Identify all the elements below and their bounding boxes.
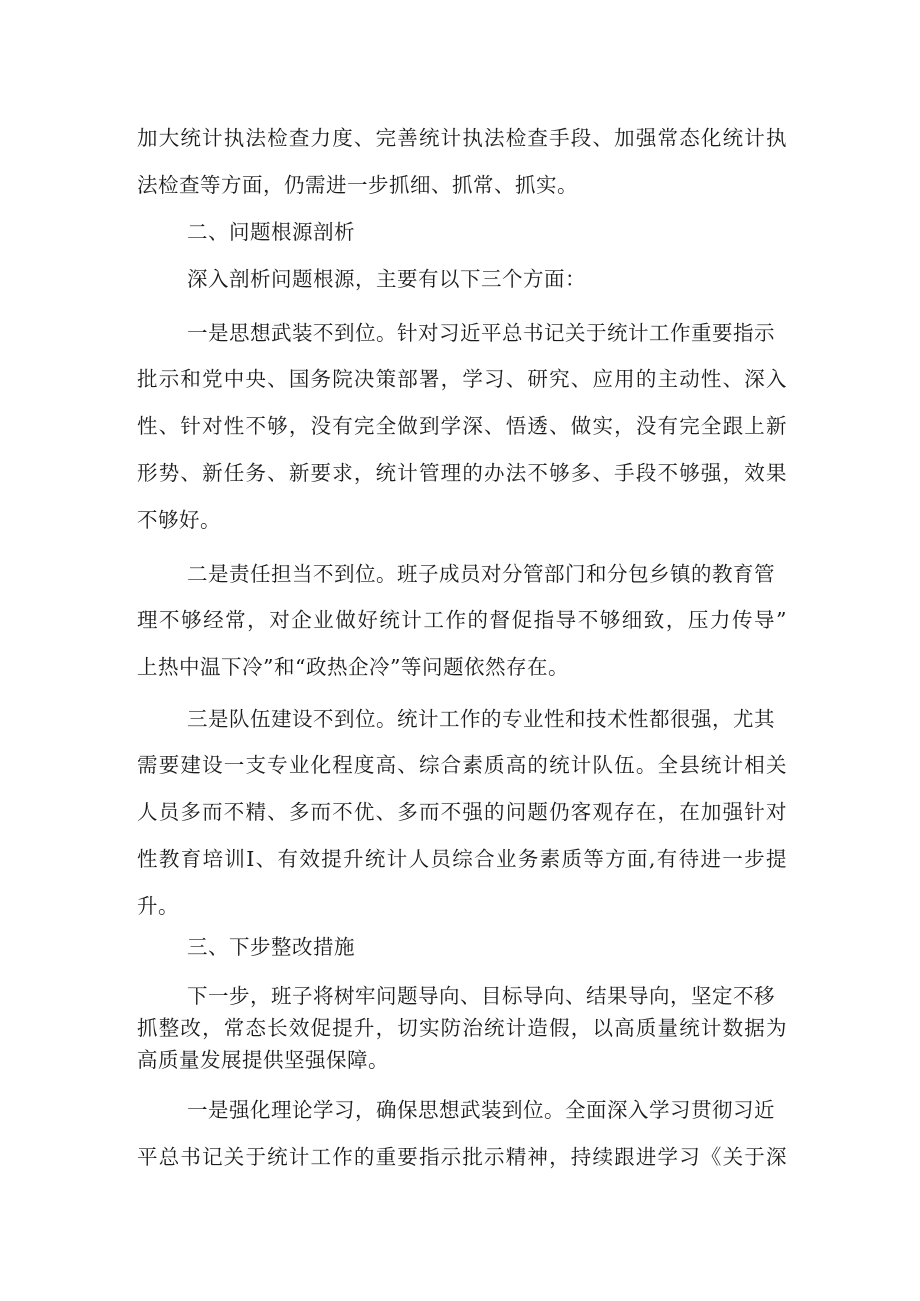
paragraph-line: 人员多而不精、多而不优、多而不强的问题仍客观存在，在加强针对 [137,800,787,824]
paragraph-line: 平总书记关于统计工作的重要指示批示精神，持续跟进学习《关于深 [137,1145,787,1169]
paragraph-line: 升。 [137,894,179,918]
paragraph-line: 上热中温下冷”和“政热企冷”等问题依然存在。 [137,655,569,679]
paragraph-line: 二是责任担当不到位。班子成员对分管部门和分包乡镇的教育管 [187,562,775,586]
section-heading: 三、下步整改措施 [187,935,355,959]
paragraph-line: 抓整改，常态长效促提升，切实防治统计造假，以高质量统计数据为 [137,1016,787,1040]
paragraph-line: 一是思想武装不到位。针对习近平总书记关于统计工作重要指示 [187,321,775,345]
paragraph-line: 理不够经常，对企业做好统计工作的督促指导不够细致，压力传导” [137,608,787,632]
paragraph-line: 一是强化理论学习，确保思想武装到位。全面深入学习贯彻习近 [187,1098,775,1122]
paragraph-line: 加大统计执法检查力度、完善统计执法检查手段、加强常态化统计执 [137,126,787,150]
paragraph-line: 高质量发展提供坚强保障。 [137,1048,389,1072]
paragraph-line: 三是队伍建设不到位。统计工作的专业性和技术性都很强，尤其 [187,707,775,731]
section-heading: 二、问题根源剖析 [187,220,355,244]
paragraph-line: 下一步，班子将树牢问题导向、目标导向、结果导向，坚定不移 [187,984,775,1008]
paragraph-line: 不够好。 [137,508,221,532]
paragraph-line: 法检查等方面，仍需进一步抓细、抓常、抓实。 [137,173,578,197]
paragraph-line: 批示和党中央、国务院决策部署，学习、研究、应用的主动性、深入 [137,367,787,391]
paragraph-line: 需要建设一支专业化程度高、综合素质高的统计队伍。全县统计相关 [137,753,787,777]
paragraph-line: 深入剖析问题根源，主要有以下三个方面： [187,267,586,291]
paragraph-line: 性教育培训I、有效提升统计人员综合业务素质等方面,有待进一步提 [137,847,787,871]
paragraph-line: 性、针对性不够，没有完全做到学深、悟透、做实，没有完全跟上新 [137,414,787,438]
paragraph-line: 形势、新任务、新要求，统计管理的办法不够多、手段不够强，效果 [137,461,787,485]
